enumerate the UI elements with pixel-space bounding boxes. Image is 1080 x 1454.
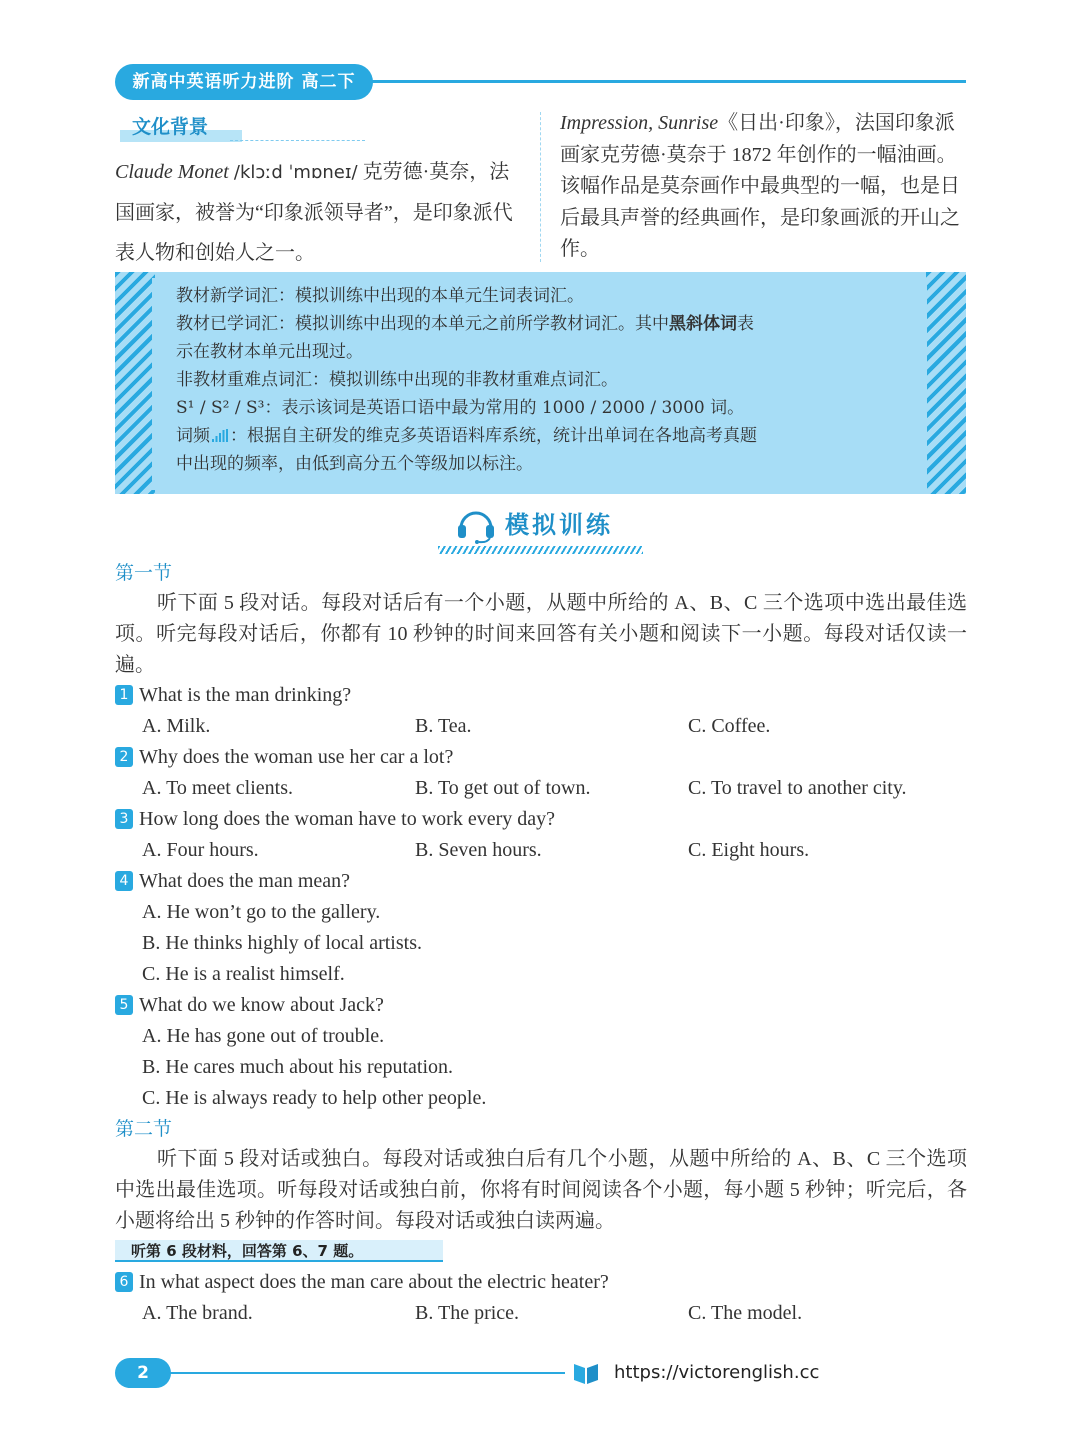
question-text: Why does the woman use her car a lot?: [139, 746, 454, 768]
legend-learned-text: 教材已学词汇：模拟训练中出现的本单元之前所学教材词汇。其中: [176, 314, 669, 334]
legend-spoken-frequency: S¹ / S² / S³：表示该词是英语口语中最为常用的 1000 / 2000 / 3000 词。: [176, 398, 745, 418]
q6-option-a[interactable]: A. The brand.: [142, 1302, 253, 1324]
section2-heading: 第二节: [115, 1118, 173, 1140]
legend-stripe-left: [115, 272, 155, 494]
question-number: 5: [115, 995, 133, 1015]
legend-frequency-label: 词频: [176, 426, 210, 446]
question-number: 6: [115, 1272, 133, 1292]
question-6: [115, 1267, 609, 1298]
book-icon: [572, 1360, 600, 1386]
section1-instructions: 听下面 5 段对话。每段对话后有一个小题，从题中所给的 A、B、C 三个选项中选出最佳选项。听完每段对话后，你都有 10 秒钟的时间来回答有关小题和阅读下一小题。每段对话仅读一遍。: [115, 592, 967, 676]
q3-option-c[interactable]: C. Eight hours.: [688, 839, 810, 861]
legend-word-frequency-cont: 中出现的频率，由低到高分五个等级加以标注。: [176, 454, 533, 474]
signal-bars-icon: [212, 429, 228, 442]
legend-stripe-right: [926, 272, 966, 494]
q5-option-a[interactable]: A. He has gone out of trouble.: [142, 1025, 385, 1047]
q4-option-b[interactable]: B. He thinks highly of local artists.: [142, 932, 422, 954]
section2-instructions: 听下面 5 段对话或独白。每段对话或独白后有几个小题，从题中所给的 A、B、C 三个选项中选出最佳选项。听每段对话或独白前，你将有时间阅读各个小题，每小题 5 秒钟；听完后，各小题将给出 5 秒钟的作答时间。每段对话或独白读两遍。: [115, 1148, 967, 1232]
culture-title-divider: [230, 140, 365, 141]
training-title: 模拟训练: [505, 511, 613, 539]
question-number: 2: [115, 747, 133, 767]
footer-url[interactable]: https://victorenglish.cc: [614, 1362, 820, 1383]
culture-section-title: 文化背景: [120, 112, 242, 142]
culture-left-paragraph: [115, 152, 527, 273]
q2-option-a[interactable]: A. To meet clients.: [142, 777, 293, 799]
legend-bold-italic-term: 黑斜体词: [669, 314, 737, 334]
question-text: What do we know about Jack?: [139, 994, 384, 1016]
question-text: What does the man mean?: [139, 870, 351, 892]
legend-learned-words-cont: 示在教材本单元出现过。: [176, 342, 363, 362]
q6-option-c[interactable]: C. The model.: [688, 1302, 803, 1324]
culture-right-paragraph: [560, 108, 968, 266]
question-number: 1: [115, 685, 133, 705]
q3-option-a[interactable]: A. Four hours.: [142, 839, 259, 861]
monet-phonetic: /klɔːd ˈmɒneɪ/: [233, 162, 358, 183]
legend-learned-words: [176, 310, 916, 338]
legend-new-words: 教材新学词汇：模拟训练中出现的本单元生词表词汇。: [176, 286, 584, 306]
question-number: 3: [115, 809, 133, 829]
legend-learned-text-end: 表: [737, 314, 754, 334]
footer-rule: [160, 1372, 565, 1374]
q6-option-b[interactable]: B. The price.: [415, 1302, 520, 1324]
monet-name: Claude Monet: [115, 161, 229, 183]
headset-icon: [455, 504, 497, 544]
question-1: [115, 680, 351, 711]
material-note: 听第 6 段材料，回答第 6、7 题。: [115, 1240, 443, 1262]
question-3: [115, 804, 555, 835]
page-number: 2: [115, 1358, 171, 1388]
painting-name: Impression, Sunrise: [560, 112, 719, 134]
header-rule: [360, 80, 966, 83]
culture-column-divider: [540, 112, 541, 262]
question-text: How long does the woman have to work every day?: [139, 808, 555, 830]
legend-key-words: 非教材重难点词汇：模拟训练中出现的非教材重难点词汇。: [176, 370, 618, 390]
question-text: What is the man drinking?: [139, 684, 352, 706]
painting-description: 《日出·印象》，法国印象派画家克劳德·莫奈于 1872 年创作的一幅油画。该幅作品是莫奈画作中最典型的一幅，也是日后最具声誉的经典画作，是印象画派的开山之作。: [560, 112, 960, 260]
question-text: In what aspect does the man care about the electric heater?: [139, 1271, 609, 1293]
question-2: [115, 742, 453, 773]
legend-frequency-text: ：根据自主研发的维克多英语语料库系统，统计出单词在各地高考真题: [230, 426, 757, 446]
q5-option-c[interactable]: C. He is always ready to help other people.: [142, 1087, 487, 1109]
q5-option-b[interactable]: B. He cares much about his reputation.: [142, 1056, 454, 1078]
q1-option-a[interactable]: A. Milk.: [142, 715, 211, 737]
q4-option-c[interactable]: C. He is a realist himself.: [142, 963, 345, 985]
question-number: 4: [115, 871, 133, 891]
legend-word-frequency: [176, 422, 916, 450]
q4-option-a[interactable]: A. He won’t go to the gallery.: [142, 901, 381, 923]
q2-option-c[interactable]: C. To travel to another city.: [688, 777, 907, 799]
question-4: [115, 866, 350, 897]
book-series-title: 新高中英语听力进阶 高二下: [115, 64, 373, 100]
section1-heading: 第一节: [115, 562, 173, 584]
training-title-underline: [438, 546, 643, 554]
q3-option-b[interactable]: B. Seven hours.: [415, 839, 542, 861]
q1-option-b[interactable]: B. Tea.: [415, 715, 472, 737]
q1-option-c[interactable]: C. Coffee.: [688, 715, 771, 737]
question-5: [115, 990, 384, 1021]
q2-option-b[interactable]: B. To get out of town.: [415, 777, 591, 799]
monet-description: 克劳德·莫奈，法国画家，被誉为“印象派领导者”，是印象派代表人物和创始人之一。: [115, 161, 513, 264]
